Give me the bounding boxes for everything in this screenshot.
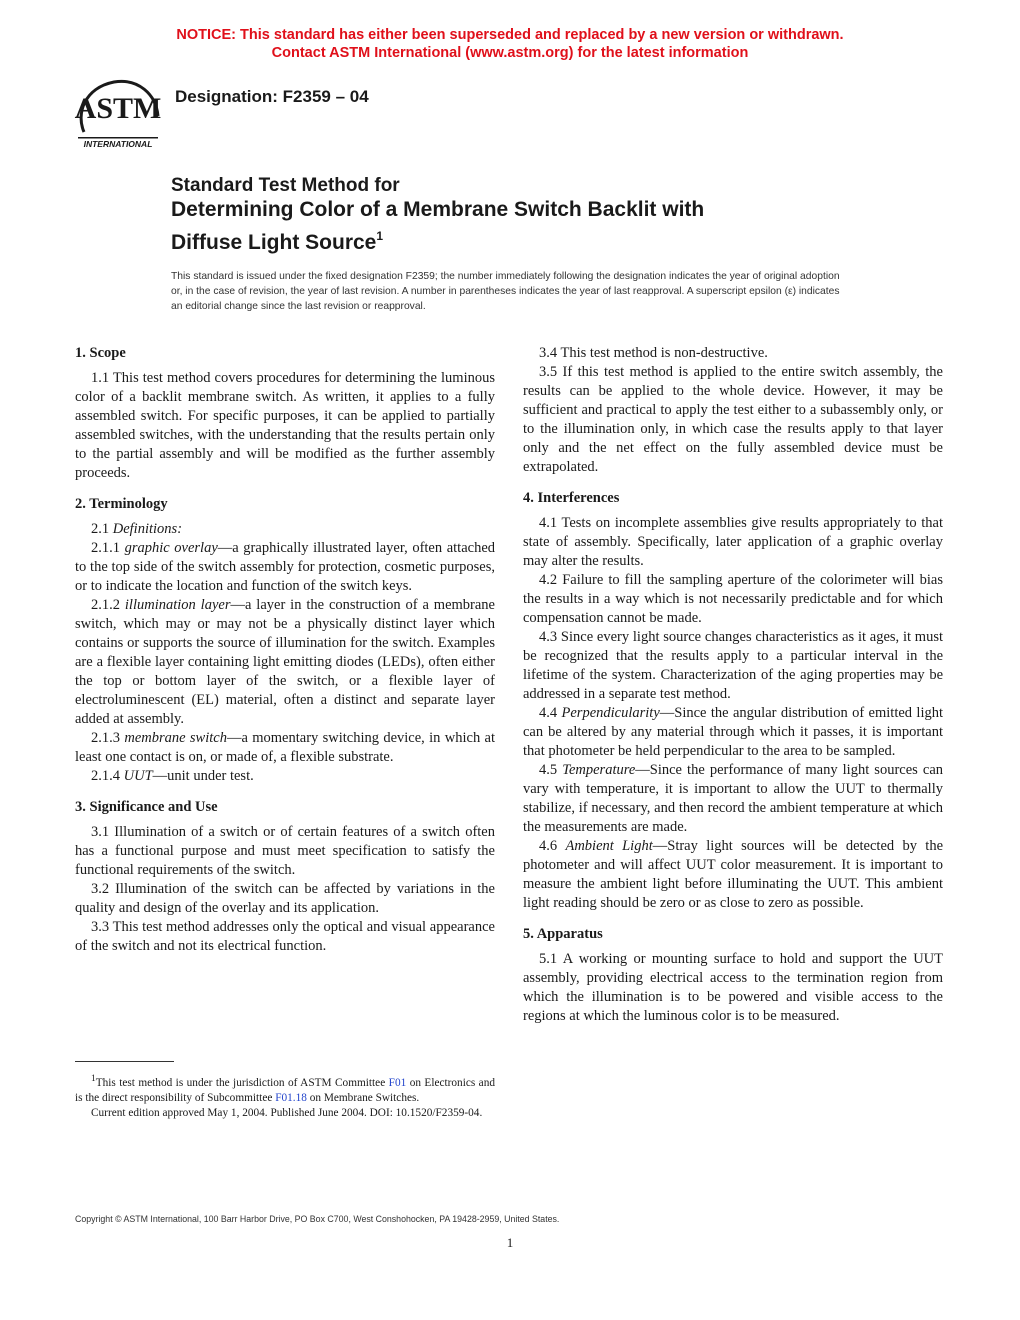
committee-link[interactable]: F01	[388, 1076, 407, 1089]
footnote-text: on Membrane Switches.	[306, 1091, 420, 1104]
para-number: 4.4	[539, 705, 558, 721]
para-number: 2.1	[91, 521, 110, 537]
para-4-3: 4.3 Since every light source changes characteristics as it ages, it must be recognized that the results apply to a particular interval in the lifetime of the system. Characterization of the aging properties may be addressed in a separate test method.	[523, 629, 943, 702]
para-2-1-1	[75, 539, 495, 596]
issued-note: This standard is issued under the fixed designation F2359; the number immediately following the designation indicates the year of original adoption or, in the case of revision, the year of last revision. A number in parentheses indicates the year of last reapproval. A superscript epsilon (ε) indicates an editorial change since the last revision or reapproval.	[171, 271, 840, 312]
para-3-2: 3.2 Illumination of the switch can be affected by variations in the quality and design of the overlay and its application.	[75, 881, 495, 916]
para-3-4: 3.4 This test method is non-destructive.	[539, 345, 768, 361]
para-2-1-4	[75, 767, 495, 786]
title-line-2: Determining Color of a Membrane Switch Backlit with	[171, 198, 705, 221]
para-2-1-3	[75, 729, 495, 767]
definition: —a layer in the construction of a membrane switch, which may or may not be a physically distinct layer which contains or supports the source of illumination for the switch. Examples are a flexible layer containing light emitting diodes (LEDs), often either the top or bottom layer of the switch, or a flexible layer of electroluminescent (EL) material, often a distinct and separate layer added at assembly.	[75, 597, 495, 727]
logo-text-main: ASTM	[74, 92, 162, 125]
para-number: 2.1.4	[91, 768, 120, 784]
para-number: 2.1.1	[91, 540, 120, 556]
definition: —a momentary switching device, in which at least one contact is on, or made of, a flexible substrate.	[75, 730, 496, 765]
title-line-1: Standard Test Method for	[171, 175, 400, 196]
section-interferences	[523, 489, 943, 913]
term: Temperature	[562, 762, 636, 778]
definition: —unit under test.	[152, 768, 254, 784]
section-heading-interferences: 4. Interferences	[523, 490, 620, 506]
para-4-6	[523, 837, 943, 913]
term: illumination layer	[124, 597, 231, 613]
definition: —Since the performance of many light sources can vary with temperature, it is important to allow the UUT to thermally stabilize, if necessary, and then record the ambient temperature at which the measurements are made.	[523, 762, 943, 835]
section-apparatus	[523, 925, 943, 1026]
footnote-mark: 1	[91, 1074, 96, 1084]
document-title	[171, 175, 704, 256]
para-number: 4.5	[539, 762, 558, 778]
term: Ambient Light	[565, 838, 653, 854]
notice-line-2: Contact ASTM International (www.astm.org) for the latest information	[271, 45, 749, 61]
title-line-3-text: Diffuse Light Source	[171, 231, 377, 254]
title-line-3	[171, 223, 704, 256]
designation: Designation: F2359 – 04	[175, 87, 369, 106]
footnote-rule	[75, 1061, 174, 1062]
para-3-5: 3.5 If this test method is applied to the entire switch assembly, the results can be applied to the whole device. However, it may be sufficient and practical to apply the test either to a subassembly only, or to the illumination only, in which case the results apply to that layer only and the net effect on the fully assembled device must be extrapolated.	[523, 364, 943, 475]
term: Perpendicularity	[561, 705, 660, 721]
para-4-1: 4.1 Tests on incomplete assemblies give results appropriately to that state of assembly. Specifically, later application of a graphic overlay may alter the results.	[523, 515, 943, 569]
para-2-1-2	[75, 596, 495, 729]
footnote-text: on Electronics and is the direct responsibility of Subcommittee	[75, 1076, 495, 1104]
footnote-jurisdiction	[75, 1072, 495, 1106]
para-5-1: 5.1 A working or mounting surface to hold and support the UUT assembly, providing electrical access to the termination region from which the illumination is to be powered and visible access to the regions at which the luminous color is to be measured.	[523, 951, 943, 1024]
para-3-3: 3.3 This test method addresses only the optical and visual appearance of the switch and not its electrical function.	[75, 919, 495, 954]
para-3-1: 3.1 Illumination of a switch or of certain features of a switch often has a functional purpose and must meet specification to satisfy the functional requirements of the switch.	[75, 824, 495, 878]
para-4-4	[523, 704, 943, 761]
page-number: 1	[506, 1235, 514, 1250]
section-heading-terminology: 2. Terminology	[75, 496, 168, 512]
footnote-edition: Current edition approved May 1, 2004. Published June 2004. DOI: 10.1520/F2359-04.	[91, 1106, 483, 1119]
section-terminology	[75, 495, 495, 786]
section-heading-significance: 3. Significance and Use	[75, 799, 218, 815]
title-footnote-mark: 1	[376, 229, 384, 243]
subcommittee-link[interactable]: F01.18	[275, 1091, 307, 1104]
para-1-1: 1.1 This test method covers procedures for determining the luminous color of a backlit membrane switch. As written, it applies to a fully assembled switch. For specific purposes, it can be applied to partially assembled switches, with the understanding that the results pertain only to the partial assembly and will be modified as the further assembly proceeds.	[75, 370, 495, 481]
section-significance	[75, 798, 495, 956]
para-4-2: 4.2 Failure to fill the sampling aperture of the colorimeter will bias the results in a way which is not necessarily predictable and for which compensation cannot be made.	[523, 572, 943, 626]
term: Definitions:	[112, 521, 183, 537]
section-scope	[75, 344, 495, 483]
para-number: 2.1.3	[91, 730, 120, 746]
logo-text-sub: INTERNATIONAL	[83, 139, 153, 149]
term: membrane switch	[124, 730, 227, 746]
copyright: Copyright © ASTM International, 100 Barr Harbor Drive, PO Box C700, West Conshohocken, PA 19428-2959, United States.	[75, 1214, 560, 1224]
definition: —Since the angular distribution of emitted light can be altered by any material through which it passes, it is important that photometer be held perpendicular to the area to be sampled.	[523, 705, 944, 759]
para-number: 4.6	[539, 838, 558, 854]
term: graphic overlay	[124, 540, 218, 556]
right-column	[523, 344, 943, 1038]
definition: —a graphically illustrated layer, often attached to the top side of the switch assembly for protection, cosmetic purposes, or to indicate the location and function of the switch keys.	[75, 540, 495, 594]
section-scope-continued	[523, 344, 943, 477]
para-number: 2.1.2	[91, 597, 120, 613]
term: UUT	[123, 768, 153, 784]
para-4-5	[523, 761, 943, 837]
astm-logo	[74, 76, 162, 150]
superseded-notice	[0, 26, 1020, 62]
definition: —Stray light sources will be detected by the photometer and will affect UUT color measurement. It is important to measure the ambient light before illuminating the UUT. This ambient light reading should be zero or as close to zero as possible.	[523, 838, 944, 911]
section-heading-scope: 1. Scope	[75, 345, 126, 361]
footnote	[75, 1072, 495, 1121]
para-2-1	[75, 520, 495, 539]
section-heading-apparatus: 5. Apparatus	[523, 926, 603, 942]
footnote-text: This test method is under the jurisdiction of ASTM Committee	[95, 1076, 389, 1089]
left-column	[75, 344, 495, 968]
notice-line-1: NOTICE: This standard has either been superseded and replaced by a new version or withdrawn.	[176, 27, 844, 43]
